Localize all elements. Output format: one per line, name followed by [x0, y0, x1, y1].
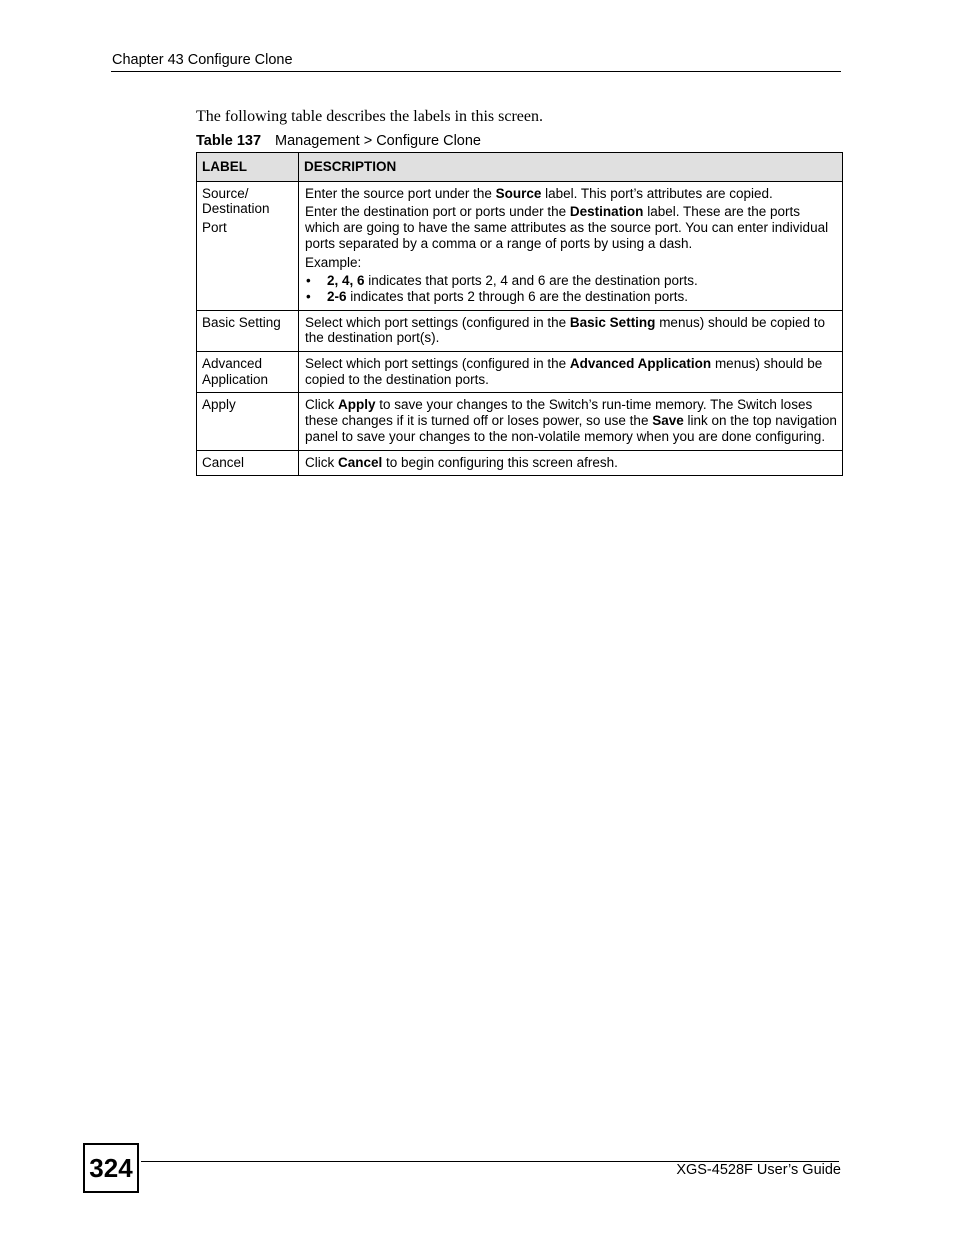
label-description-table [196, 152, 843, 476]
table-title: Management > Configure Clone [275, 133, 481, 149]
row-description: Click Apply to save your changes to the Switch’s run-time memory. The Switch loses these changes if it is turned off or loses power, so use the Save link on the top navigation panel to save your changes to the non-volatile memory when you are done configuring. [299, 393, 843, 450]
row-description: Click Cancel to begin configuring this screen afresh. [299, 450, 843, 476]
list-item: • 2-6 indicates that ports 2 through 6 are the destination ports. [305, 289, 837, 305]
table-caption [196, 133, 481, 149]
label-line: Source/ [202, 185, 249, 201]
table-row [197, 450, 843, 476]
chapter-header: Chapter 43 Configure Clone [112, 52, 293, 68]
intro-paragraph: The following table describes the labels in this screen. [196, 108, 544, 125]
table-row [197, 310, 843, 351]
label-line: Port [202, 220, 227, 236]
table-row [197, 181, 843, 310]
example-label: Example: [305, 254, 362, 270]
row-description: Select which port settings (configured in the Advanced Application menus) should be copied to the destination ports. [299, 352, 843, 393]
row-label-apply: Apply [197, 393, 299, 450]
row-description: Select which port settings (configured in the Basic Setting menus) should be copied to the destination port(s). [299, 310, 843, 351]
label-line: Destination [202, 201, 270, 217]
page-number: 324 [83, 1143, 139, 1193]
list-item: • 2, 4, 6 indicates that ports 2, 4 and 6 are the destination ports. [305, 273, 837, 289]
label-line: Advanced [202, 356, 263, 372]
example-list [305, 273, 837, 304]
row-label-source-destination-port [197, 181, 299, 310]
row-description [299, 181, 843, 310]
row-label-cancel: Cancel [197, 450, 299, 476]
row-label-basic-setting: Basic Setting [197, 310, 299, 351]
label-line: Application [202, 371, 269, 387]
table-number: Table 137 [196, 133, 262, 149]
guide-title: XGS-4528F User’s Guide [676, 1162, 841, 1178]
table-header-row [197, 153, 843, 182]
row-label-advanced-application [197, 352, 299, 393]
description-paragraph: Enter the source port under the Source label. This port’s attributes are copied. [305, 185, 773, 201]
label-column-header: LABEL [197, 153, 299, 182]
table-row [197, 352, 843, 393]
description-column-header: DESCRIPTION [299, 153, 843, 182]
header-rule [111, 71, 841, 72]
description-paragraph: Enter the destination port or ports under the Destination label. These are the ports which are going to have the same attributes as the source port. You can enter individual ports separated by a comma or a range of ports by using a dash. [305, 204, 829, 251]
table-row [197, 393, 843, 450]
